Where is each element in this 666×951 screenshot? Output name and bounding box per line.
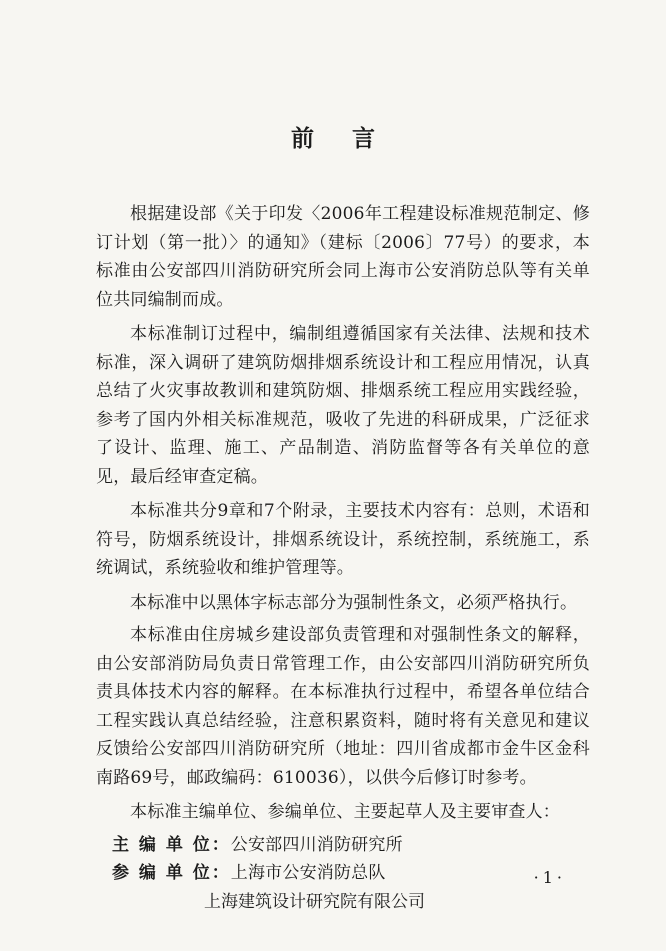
paragraph-management: 本标准由住房城乡建设部负责管理和对强制性条文的解释，由公安部消防局负责日常管理工作，由公安部四川消防研究所负责具体技术内容的解释。在本标准执行过程中，希望各单位结合工程实践认真总结经验，注意积累资料，随时将有关意见和建议反馈给公安部四川消防研究所（地址：四川省成都市金牛区金科南路69号，邮政编码：610036），以供今后修订时参考。 — [96, 625, 590, 788]
paragraph-units-intro: 本标准主编单位、参编单位、主要起草人及主要审查人： — [130, 802, 560, 822]
participating-unit-line — [96, 859, 590, 888]
page-number: ·1· — [533, 868, 566, 887]
paragraph-process: 本标准制订过程中，编制组遵循国家有关法律、法规和技术标准，深入调研了建筑防烟排烟系统设计和工程应用情况，认真总结了火灾事故教训和建筑防烟、排烟系统工程应用实践经验，参考了国内外相关标准规范，吸收了先进的科研成果，广泛征求了设计、监理、施工、产品制造、消防监督等各有关单位的意见，最后经审查定稿。 — [96, 324, 590, 487]
paragraph-basis: 根据建设部《关于印发〈2006年工程建设标准规范制定、修订计划（第一批）〉的通知》（建标〔2006〕77号）的要求，本标准由公安部四川消防研究所会同上海市公安消防总队等有关单位共同编制而成。 — [96, 204, 590, 310]
chief-unit-line — [96, 831, 590, 860]
participating-unit-extra: 上海建筑设计研究院有限公司 — [204, 891, 425, 912]
participating-unit-label: 参 编 单 位： — [112, 863, 231, 883]
chief-unit-label: 主 编 单 位： — [112, 834, 231, 855]
paragraph-mandatory: 本标准中以黑体字标志部分为强制性条文，必须严格执行。 — [130, 592, 578, 613]
preface-body — [96, 200, 590, 916]
participating-unit-value: 上海市公安消防总队 — [230, 863, 386, 883]
chief-unit-value: 公安部四川消防研究所 — [230, 834, 403, 855]
page-title: 前言 — [291, 126, 413, 152]
paragraph-contents: 本标准共分9章和7个附录，主要技术内容有：总则，术语和符号，防烟系统设计，排烟系统设计，系统控制，系统施工，系统调试，系统验收和维护管理等。 — [96, 501, 590, 578]
